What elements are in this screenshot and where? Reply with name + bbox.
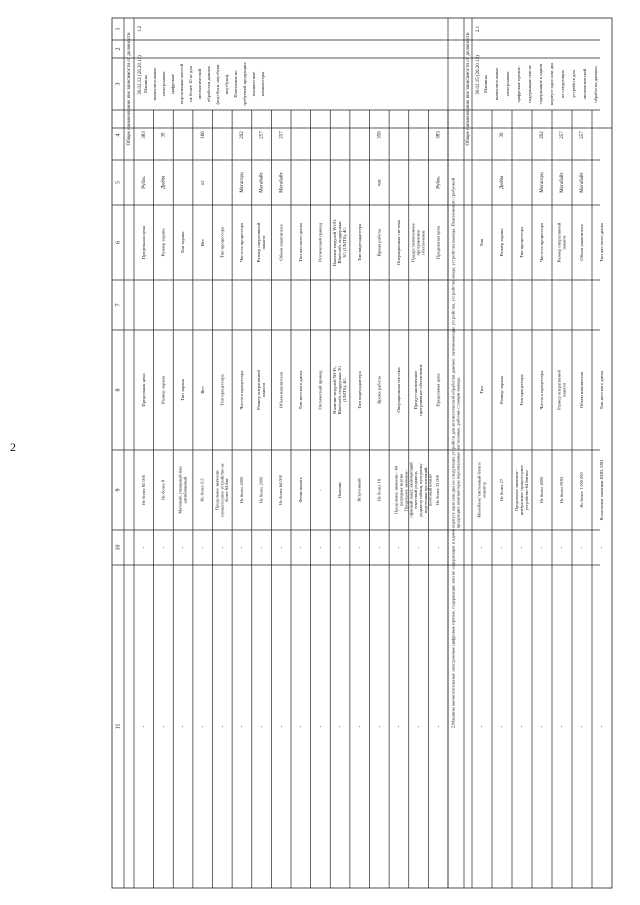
section1-okpd: 30.02.12 (26.20.11): [138, 55, 144, 95]
cell-dash: -: [397, 725, 403, 728]
cell-code-unit: 39: [161, 132, 167, 138]
column-number: 2: [115, 47, 122, 51]
cell-characteristic: Размер экрана: [499, 228, 505, 257]
cell-code-unit: 257: [580, 131, 586, 139]
cell-characteristic: памяти: [561, 235, 567, 250]
section1-title-line: электронные: [161, 71, 167, 97]
cell-characteristic: Оптический привод: [317, 223, 323, 262]
cell-code-unit: 166: [200, 131, 206, 139]
cell-value: почтовый клиент: [427, 473, 433, 507]
cell-value: Флэш-память: [297, 477, 303, 503]
section2-okpd: 30.02.15 (26.20.13): [476, 55, 482, 95]
cell-dash: -: [338, 546, 344, 549]
cell-dash: -: [318, 725, 324, 728]
cell-dash: -: [357, 725, 363, 728]
cell-unit-name: Мегабайт: [580, 172, 586, 193]
cell-value: Моноблок/ системный блок и: [476, 462, 482, 518]
cell-value: Предельное значение: [214, 470, 220, 510]
cell-dash: -: [560, 725, 566, 728]
cell-characteristic: Размер экрана: [499, 376, 505, 404]
section2-title-line: электронные: [505, 71, 511, 97]
cell-value: Возможные значения HDD, SSD: [599, 459, 605, 521]
cell-unit-name: Мегабайт: [279, 172, 285, 193]
cell-characteristic: Вес: [199, 238, 205, 247]
cell-characteristic: Частота процессора: [539, 223, 545, 262]
column-number: 3: [115, 82, 122, 86]
cell-value: Не более 16: [376, 478, 382, 502]
column-number: 7: [115, 303, 122, 307]
cell-characteristic: Тип жесткого диска: [599, 370, 605, 410]
cell-dash: -: [200, 725, 206, 728]
cell-unit-name: час: [377, 179, 383, 186]
cell-characteristic: Наличие модулей Wi-Fi,: [332, 366, 338, 414]
cell-characteristic: программное обеспечение: [418, 364, 424, 416]
cell-value: Наличие: [337, 481, 343, 499]
column-number: 6: [115, 241, 122, 244]
cell-dash: -: [500, 546, 506, 549]
cell-characteristic: Тип процессора: [519, 226, 525, 259]
cell-dash: -: [161, 725, 167, 728]
cell-value: монитор: [481, 482, 487, 498]
section2-title-line: содержащие или не: [527, 64, 533, 104]
cell-characteristic: Частота процессора: [539, 370, 545, 410]
cell-characteristic: Объем накопителя: [579, 224, 585, 261]
cell-unit-name: Мегабайт: [259, 172, 265, 193]
cell-dash: -: [357, 546, 363, 549]
cell-value: Не более 4000: [539, 476, 545, 504]
cell-value: Не более 33 000: [435, 475, 441, 505]
cell-characteristic: Тип экрана: [180, 379, 186, 401]
column-number: 10: [115, 544, 122, 551]
cell-value: антибликовый: [182, 476, 188, 504]
cell-characteristic: Предустановленное: [413, 370, 419, 410]
cell-dash: -: [338, 725, 344, 728]
section1-code: 1.2: [138, 25, 144, 33]
cell-code-unit: 257: [560, 131, 566, 139]
cell-characteristic: Bluetooth, поддержки 3G: [337, 365, 343, 415]
cell-characteristic: Размер оперативной: [556, 370, 562, 410]
cell-characteristic: Тип жесткого диска: [599, 223, 605, 262]
cell-value: Матовый, глянцевый или: [177, 466, 183, 514]
cell-dash: -: [436, 546, 442, 549]
section2-title-line: из следующих: [560, 69, 566, 99]
cell-value: Встроенный: [356, 478, 362, 502]
cell-code-unit: 257: [279, 131, 285, 139]
section2-title-line: автоматической: [582, 68, 588, 100]
section1-title-line: Пояснения по: [233, 70, 239, 98]
cell-value: редактор таблиц, программу: [417, 463, 423, 517]
cell-value: центральное процессорное: [519, 464, 525, 516]
cell-dash: -: [520, 725, 526, 728]
cell-dash: -: [580, 546, 586, 549]
section1-title-line: Машины: [143, 75, 149, 93]
cell-dash: -: [580, 725, 586, 728]
section2-title-line: устройств для: [571, 70, 577, 98]
cell-dash: -: [220, 725, 226, 728]
cell-unit-name: Мегагерц: [540, 172, 546, 193]
cell-code-unit: 39: [500, 132, 506, 138]
column-number: 4: [115, 133, 122, 137]
section1-title-line: ноутбуки).: [224, 73, 230, 95]
section2-title-line: Машины: [483, 75, 489, 93]
cell-characteristic: Частота процессора: [239, 223, 244, 262]
cell-characteristic: Операционная система: [396, 367, 401, 413]
cell-unit-name: Дюйм: [161, 176, 167, 189]
cell-characteristic: Время работы: [376, 228, 382, 257]
table-frame: [112, 18, 612, 888]
cell-characteristic: Предельная цена: [140, 225, 146, 260]
cell-dash: -: [220, 546, 226, 549]
cell-unit-name: кг: [200, 180, 206, 185]
cell-unit-name: Дюйм: [500, 176, 506, 189]
cell-value: подготовки презентаций,: [422, 466, 428, 514]
cell-dash: -: [298, 546, 304, 549]
section1-title-line: планшетные: [251, 71, 257, 97]
cell-code-unit: 383: [436, 131, 442, 139]
cell-dash: -: [161, 546, 167, 549]
cell-characteristic: Объем накопителя: [278, 224, 284, 261]
cell-characteristic: Оптический привод: [317, 370, 323, 410]
cell-value: текстовый редактор,: [413, 470, 419, 510]
cell-characteristic: Объем накопителя: [278, 371, 284, 409]
column-number: 11: [115, 723, 122, 730]
cell-value: Предельное значение - 64: [393, 466, 399, 514]
cell-characteristic: Тип видеоадаптера: [356, 223, 362, 262]
cell-characteristic: памяти: [261, 383, 267, 397]
section1-title-line: не более 10 кг для: [188, 66, 194, 102]
cell-unit-name: Мегагерц: [240, 172, 246, 193]
section2-title-line: корпусе одно или два: [549, 63, 555, 105]
cell-value: более 64 бит: [224, 478, 230, 502]
section2-title-line: содержащие в одном: [538, 63, 544, 105]
section1-title-line: портативные массой: [179, 63, 185, 105]
section1-title-line: (ноутбуки, ноутбуки,: [215, 63, 221, 105]
table-body: [112, 18, 612, 888]
cell-characteristic: Тип жесткого диска: [297, 223, 303, 262]
cell-characteristic: Объем накопителя: [579, 371, 585, 409]
section2-banner: 2.Машины вычислительные электронные цифровые прочие, содержащие или не содержащие в одном корпусе одно или два из следующих устройств для автоматической обработки данных: запоминающие устройства, устройства ввода, устройства вывода. Пояснения по требуемой: [450, 177, 456, 729]
cell-dash: -: [520, 546, 526, 549]
cell-dash: -: [397, 546, 403, 549]
cell-dash: -: [540, 546, 546, 549]
cell-value: Не более 27: [499, 478, 505, 502]
cell-characteristic: Наличие модулей Wi-Fi,: [332, 218, 338, 267]
section1-heading: Общее наименование вне зависимости от должности: [127, 32, 133, 146]
cell-dash: -: [259, 725, 265, 728]
column-number: 9: [115, 488, 122, 492]
cell-dash: -: [279, 546, 285, 549]
cell-unit-name: Рубль: [436, 176, 442, 189]
cell-characteristic: 3G (UMTS), 4G: [342, 227, 348, 258]
cell-characteristic: памяти: [261, 235, 267, 250]
cell-characteristic: Тип процессора: [519, 374, 525, 406]
cell-characteristic: Предельная цена: [140, 373, 146, 407]
section1-title-line: вычислительные: [152, 67, 158, 101]
cell-characteristic: Тип экрана: [180, 231, 186, 254]
cell-characteristic: Предустановленное: [410, 223, 416, 262]
column-number: 8: [115, 388, 122, 392]
cell-dash: -: [141, 725, 147, 728]
cell-dash: -: [436, 725, 442, 728]
cell-unit-name: Рубль: [141, 176, 147, 189]
section2-banner: продукции: компьютеры персональные настольные, рабочие станции вывода: [455, 377, 461, 529]
cell-value: разрядная версия: [398, 473, 404, 507]
cell-value: процессорное устройство не: [219, 463, 225, 517]
cell-characteristic: Тип жесткого диска: [297, 370, 303, 410]
cell-value: Предельное значение -: [514, 468, 520, 512]
cell-characteristic: Размер оперативной: [256, 222, 262, 263]
cell-characteristic: Размер оперативной: [256, 370, 262, 410]
cell-dash: -: [377, 725, 383, 728]
cell-code-unit: 292: [240, 131, 246, 139]
section2-title-line: вычислительные: [494, 67, 500, 101]
section1-title-line: обработки данных: [206, 65, 212, 103]
cell-characteristic: программное: [415, 229, 421, 256]
cell-dash: -: [141, 546, 147, 549]
cell-value: -: [317, 489, 323, 491]
cell-value: Не более 1 000 000: [579, 472, 585, 508]
cell-dash: -: [540, 725, 546, 728]
cell-unit-name: Мегабайт: [560, 172, 566, 193]
cell-dash: -: [259, 546, 265, 549]
cell-characteristic: Размер экрана: [160, 376, 166, 404]
cell-characteristic: памяти: [561, 383, 567, 397]
cell-value: Не более 8: [160, 480, 166, 500]
cell-value: Не более 2000: [238, 476, 244, 504]
section2-heading: Общее наименование вне зависимости от должности: [466, 32, 472, 146]
cell-dash: -: [279, 725, 285, 728]
cell-dash: -: [560, 546, 566, 549]
cell-value: Не более 2000: [258, 476, 264, 504]
cell-code-unit: 356: [377, 131, 383, 139]
cell-characteristic: Тип: [479, 238, 485, 247]
page-number: 2: [10, 440, 16, 454]
cell-dash: -: [600, 546, 606, 549]
cell-characteristic: Тип процессора: [219, 374, 225, 406]
cell-characteristic: Bluetooth, поддержки: [337, 221, 343, 264]
cell-dash: -: [240, 546, 246, 549]
cell-dash: -: [600, 725, 606, 728]
cell-code-unit: 383: [141, 131, 147, 139]
section2-code: 2.1: [476, 25, 482, 33]
cell-characteristic: Вес: [199, 386, 205, 394]
cell-characteristic: Операционная система: [396, 219, 401, 266]
cell-value: Не более 85 000: [140, 475, 146, 505]
cell-characteristic: Предельная цена: [435, 373, 441, 407]
section2-title-line: цифровые прочие,: [516, 66, 522, 102]
cell-characteristic: обеспечение: [420, 230, 426, 255]
section1-title-line: требуемой продукции:: [242, 61, 248, 107]
cell-dash: -: [298, 725, 304, 728]
section2-title-line: обработки данных:: [593, 65, 599, 103]
cell-characteristic: Тип: [479, 386, 485, 394]
cell-dash: -: [181, 546, 187, 549]
cell-value: офисный пакет, включающий: [408, 462, 414, 518]
cell-code-unit: 292: [540, 131, 546, 139]
column-number: 5: [115, 181, 122, 184]
cell-characteristic: Размер экрана: [160, 228, 166, 257]
section1-title-line: компьютеры: [260, 71, 266, 97]
cell-value: устройство 64 битное: [523, 469, 529, 511]
section1-title-line: автоматической: [197, 68, 203, 100]
cell-dash: -: [240, 725, 246, 728]
cell-characteristic: Время работы: [376, 376, 382, 404]
cell-characteristic: Предельная цена: [435, 225, 441, 260]
cell-characteristic: (UMTS), 4G: [342, 378, 348, 402]
cell-dash: -: [416, 546, 422, 549]
cell-dash: -: [318, 546, 324, 549]
cell-dash: -: [480, 725, 486, 728]
cell-dash: -: [416, 725, 422, 728]
cell-dash: -: [480, 546, 486, 549]
cell-dash: -: [200, 546, 206, 549]
cell-characteristic: Размер оперативной: [556, 222, 562, 263]
cell-value: Не более 0,5: [199, 478, 205, 502]
cell-characteristic: Частота процессора: [239, 370, 244, 410]
cell-code-unit: 257: [259, 131, 265, 139]
cell-characteristic: Тип видеоадаптера: [356, 371, 362, 409]
cell-dash: -: [500, 725, 506, 728]
cell-dash: -: [181, 725, 187, 728]
cell-value: Предельное значение -: [403, 468, 409, 512]
section1-title-line: цифровые: [170, 74, 176, 94]
cell-characteristic: Тип процессора: [219, 226, 225, 259]
cell-value: Не более 64 000: [278, 475, 284, 505]
cell-dash: -: [377, 546, 383, 549]
column-number: 1: [115, 27, 122, 31]
cell-value: Не более 8192: [559, 476, 565, 504]
